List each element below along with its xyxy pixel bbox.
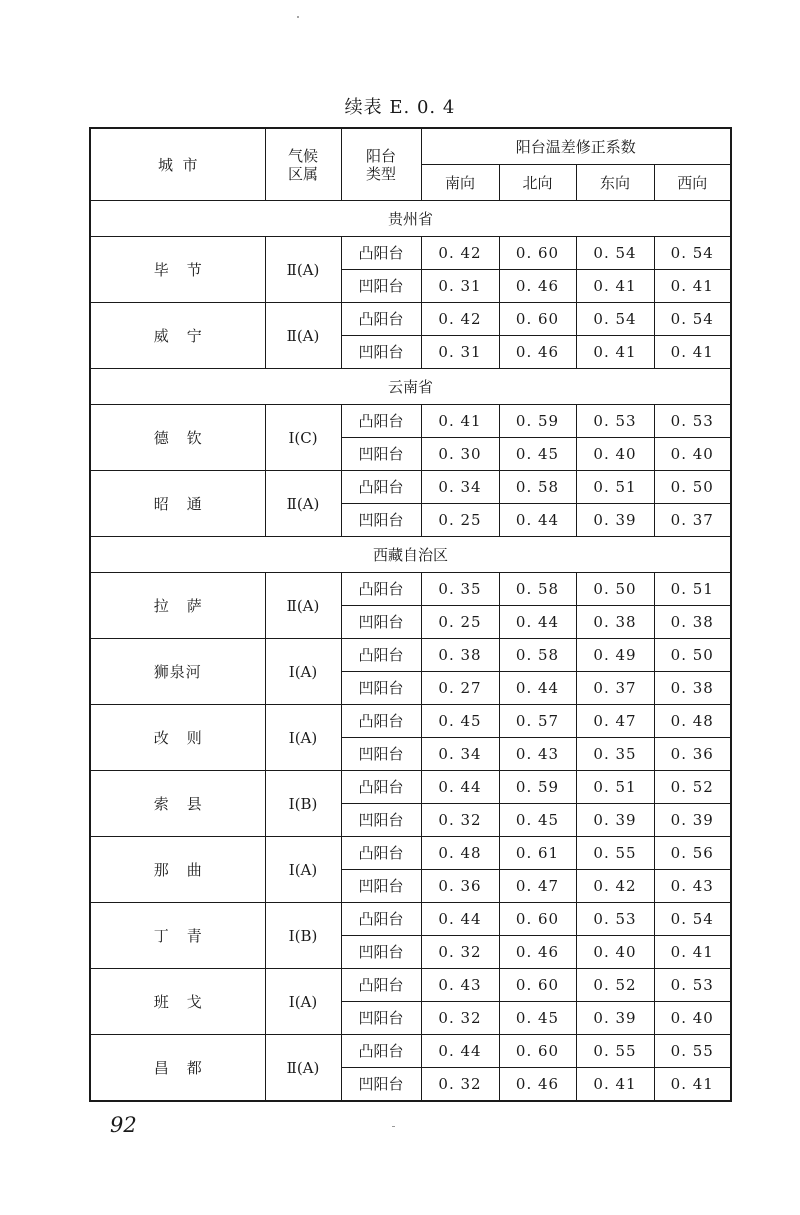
climate-zone: Ⅰ(B) xyxy=(265,771,341,837)
coefficient-east: 0. 35 xyxy=(576,738,654,771)
coefficient-west: 0. 56 xyxy=(654,837,731,870)
climate-zone: Ⅱ(A) xyxy=(265,237,341,303)
coefficient-north: 0. 45 xyxy=(499,1002,576,1035)
coefficient-west: 0. 41 xyxy=(654,1068,731,1102)
coefficient-east: 0. 53 xyxy=(576,405,654,438)
balcony-type: 凸阳台 xyxy=(341,471,421,504)
header-coefficient: 阳台温差修正系数 xyxy=(421,128,731,165)
table-row xyxy=(90,771,731,804)
coefficient-north: 0. 44 xyxy=(499,606,576,639)
climate-zone: Ⅰ(A) xyxy=(265,639,341,705)
coefficient-north: 0. 60 xyxy=(499,303,576,336)
balcony-type: 凸阳台 xyxy=(341,837,421,870)
balcony-type: 凸阳台 xyxy=(341,573,421,606)
balcony-type: 凸阳台 xyxy=(341,303,421,336)
header-balcony-type: 阳台 类型 xyxy=(341,128,421,201)
climate-zone: Ⅱ(A) xyxy=(265,1035,341,1102)
climate-zone: Ⅰ(A) xyxy=(265,837,341,903)
city-name: 毕节 xyxy=(90,237,265,303)
header-climate: 气候 区属 xyxy=(265,128,341,201)
coefficient-east: 0. 54 xyxy=(576,303,654,336)
city-name: 威宁 xyxy=(90,303,265,369)
climate-zone: Ⅱ(A) xyxy=(265,303,341,369)
coefficient-west: 0. 41 xyxy=(654,336,731,369)
city-name: 昌都 xyxy=(90,1035,265,1102)
speck xyxy=(297,16,299,18)
climate-zone: Ⅰ(A) xyxy=(265,705,341,771)
header-city: 城 市 xyxy=(90,128,265,201)
coefficient-west: 0. 53 xyxy=(654,969,731,1002)
city-name: 改则 xyxy=(90,705,265,771)
coefficient-east: 0. 39 xyxy=(576,804,654,837)
balcony-type: 凹阳台 xyxy=(341,1068,421,1102)
table-row xyxy=(90,1035,731,1068)
coefficient-south: 0. 31 xyxy=(421,270,499,303)
coefficient-north: 0. 60 xyxy=(499,903,576,936)
coefficient-south: 0. 44 xyxy=(421,771,499,804)
coefficient-south: 0. 27 xyxy=(421,672,499,705)
balcony-type: 凹阳台 xyxy=(341,870,421,903)
balcony-type: 凸阳台 xyxy=(341,1035,421,1068)
coefficient-south: 0. 48 xyxy=(421,837,499,870)
coefficient-west: 0. 41 xyxy=(654,270,731,303)
coefficient-west: 0. 41 xyxy=(654,936,731,969)
coefficient-east: 0. 39 xyxy=(576,504,654,537)
coefficient-north: 0. 47 xyxy=(499,870,576,903)
table-row xyxy=(90,639,731,672)
coefficient-east: 0. 41 xyxy=(576,270,654,303)
coefficient-east: 0. 52 xyxy=(576,969,654,1002)
coefficient-south: 0. 43 xyxy=(421,969,499,1002)
coefficient-south: 0. 44 xyxy=(421,1035,499,1068)
coefficient-south: 0. 38 xyxy=(421,639,499,672)
coefficient-south: 0. 34 xyxy=(421,738,499,771)
coefficient-west: 0. 55 xyxy=(654,1035,731,1068)
climate-zone: Ⅰ(C) xyxy=(265,405,341,471)
coefficient-west: 0. 54 xyxy=(654,237,731,270)
coefficient-north: 0. 45 xyxy=(499,804,576,837)
coefficient-south: 0. 45 xyxy=(421,705,499,738)
climate-zone: Ⅰ(A) xyxy=(265,969,341,1035)
coefficient-west: 0. 48 xyxy=(654,705,731,738)
coefficient-west: 0. 51 xyxy=(654,573,731,606)
balcony-type: 凸阳台 xyxy=(341,639,421,672)
coefficient-east: 0. 41 xyxy=(576,336,654,369)
header-south: 南向 xyxy=(421,165,499,201)
coefficient-south: 0. 35 xyxy=(421,573,499,606)
table-row xyxy=(90,903,731,936)
balcony-type: 凹阳台 xyxy=(341,672,421,705)
coefficient-west: 0. 52 xyxy=(654,771,731,804)
coefficient-north: 0. 46 xyxy=(499,336,576,369)
coefficient-north: 0. 46 xyxy=(499,270,576,303)
balcony-type: 凹阳台 xyxy=(341,336,421,369)
balcony-type: 凹阳台 xyxy=(341,606,421,639)
balcony-type: 凹阳台 xyxy=(341,1002,421,1035)
table-row xyxy=(90,405,731,438)
table-caption: 续表 E. 0. 4 xyxy=(344,97,456,118)
coefficient-south: 0. 25 xyxy=(421,504,499,537)
balcony-type: 凹阳台 xyxy=(341,504,421,537)
coefficient-east: 0. 38 xyxy=(576,606,654,639)
city-name: 索县 xyxy=(90,771,265,837)
city-name: 狮泉河 xyxy=(90,639,265,705)
header-west: 西向 xyxy=(654,165,731,201)
balcony-type: 凸阳台 xyxy=(341,771,421,804)
coefficient-east: 0. 42 xyxy=(576,870,654,903)
coefficient-east: 0. 37 xyxy=(576,672,654,705)
coefficient-east: 0. 53 xyxy=(576,903,654,936)
climate-zone: Ⅰ(B) xyxy=(265,903,341,969)
coefficient-east: 0. 39 xyxy=(576,1002,654,1035)
coefficient-east: 0. 55 xyxy=(576,837,654,870)
table-row xyxy=(90,837,731,870)
coefficient-south: 0. 44 xyxy=(421,903,499,936)
coefficient-east: 0. 51 xyxy=(576,771,654,804)
coefficient-west: 0. 54 xyxy=(654,303,731,336)
coefficient-east: 0. 41 xyxy=(576,1068,654,1102)
coefficient-east: 0. 51 xyxy=(576,471,654,504)
coefficient-west: 0. 36 xyxy=(654,738,731,771)
balcony-type: 凸阳台 xyxy=(341,237,421,270)
coefficient-west: 0. 50 xyxy=(654,639,731,672)
balcony-type: 凹阳台 xyxy=(341,270,421,303)
balcony-type: 凸阳台 xyxy=(341,903,421,936)
coefficient-north: 0. 58 xyxy=(499,639,576,672)
coefficient-north: 0. 57 xyxy=(499,705,576,738)
coefficient-north: 0. 60 xyxy=(499,237,576,270)
coefficient-west: 0. 39 xyxy=(654,804,731,837)
coefficient-south: 0. 42 xyxy=(421,237,499,270)
coefficient-east: 0. 40 xyxy=(576,936,654,969)
province-heading: 贵州省 xyxy=(90,201,731,237)
balcony-type: 凹阳台 xyxy=(341,804,421,837)
city-name: 德钦 xyxy=(90,405,265,471)
province-heading: 云南省 xyxy=(90,369,731,405)
coefficient-south: 0. 32 xyxy=(421,936,499,969)
city-name: 那曲 xyxy=(90,837,265,903)
province-heading: 西藏自治区 xyxy=(90,537,731,573)
coefficient-south: 0. 31 xyxy=(421,336,499,369)
coefficient-west: 0. 38 xyxy=(654,672,731,705)
city-name: 昭通 xyxy=(90,471,265,537)
coefficient-west: 0. 40 xyxy=(654,1002,731,1035)
coefficient-table xyxy=(89,127,732,1102)
header-east: 东向 xyxy=(576,165,654,201)
coefficient-north: 0. 46 xyxy=(499,1068,576,1102)
city-name: 丁青 xyxy=(90,903,265,969)
climate-zone: Ⅱ(A) xyxy=(265,471,341,537)
coefficient-south: 0. 30 xyxy=(421,438,499,471)
coefficient-north: 0. 59 xyxy=(499,405,576,438)
balcony-type: 凸阳台 xyxy=(341,969,421,1002)
coefficient-east: 0. 40 xyxy=(576,438,654,471)
speck xyxy=(392,1126,395,1127)
coefficient-south: 0. 32 xyxy=(421,1002,499,1035)
coefficient-west: 0. 53 xyxy=(654,405,731,438)
coefficient-east: 0. 49 xyxy=(576,639,654,672)
coefficient-south: 0. 36 xyxy=(421,870,499,903)
page-number: 92 xyxy=(110,1113,137,1137)
coefficient-south: 0. 42 xyxy=(421,303,499,336)
balcony-type: 凹阳台 xyxy=(341,438,421,471)
coefficient-east: 0. 54 xyxy=(576,237,654,270)
header-north: 北向 xyxy=(499,165,576,201)
coefficient-south: 0. 32 xyxy=(421,804,499,837)
coefficient-south: 0. 25 xyxy=(421,606,499,639)
city-name: 班戈 xyxy=(90,969,265,1035)
coefficient-south: 0. 41 xyxy=(421,405,499,438)
coefficient-west: 0. 50 xyxy=(654,471,731,504)
coefficient-west: 0. 37 xyxy=(654,504,731,537)
coefficient-east: 0. 47 xyxy=(576,705,654,738)
coefficient-west: 0. 38 xyxy=(654,606,731,639)
coefficient-west: 0. 43 xyxy=(654,870,731,903)
coefficient-north: 0. 59 xyxy=(499,771,576,804)
coefficient-north: 0. 58 xyxy=(499,471,576,504)
coefficient-east: 0. 55 xyxy=(576,1035,654,1068)
coefficient-east: 0. 50 xyxy=(576,573,654,606)
coefficient-north: 0. 45 xyxy=(499,438,576,471)
balcony-type: 凹阳台 xyxy=(341,738,421,771)
balcony-type: 凸阳台 xyxy=(341,705,421,738)
balcony-type: 凸阳台 xyxy=(341,405,421,438)
coefficient-north: 0. 60 xyxy=(499,969,576,1002)
coefficient-west: 0. 40 xyxy=(654,438,731,471)
coefficient-south: 0. 32 xyxy=(421,1068,499,1102)
coefficient-west: 0. 54 xyxy=(654,903,731,936)
coefficient-north: 0. 58 xyxy=(499,573,576,606)
coefficient-north: 0. 44 xyxy=(499,672,576,705)
climate-zone: Ⅱ(A) xyxy=(265,573,341,639)
table-row xyxy=(90,705,731,738)
balcony-type: 凹阳台 xyxy=(341,936,421,969)
coefficient-north: 0. 44 xyxy=(499,504,576,537)
coefficient-south: 0. 34 xyxy=(421,471,499,504)
table-row xyxy=(90,969,731,1002)
table-row xyxy=(90,237,731,270)
coefficient-north: 0. 43 xyxy=(499,738,576,771)
table-row xyxy=(90,471,731,504)
city-name: 拉萨 xyxy=(90,573,265,639)
table-row xyxy=(90,573,731,606)
coefficient-north: 0. 46 xyxy=(499,936,576,969)
table-row xyxy=(90,303,731,336)
coefficient-north: 0. 61 xyxy=(499,837,576,870)
coefficient-north: 0. 60 xyxy=(499,1035,576,1068)
